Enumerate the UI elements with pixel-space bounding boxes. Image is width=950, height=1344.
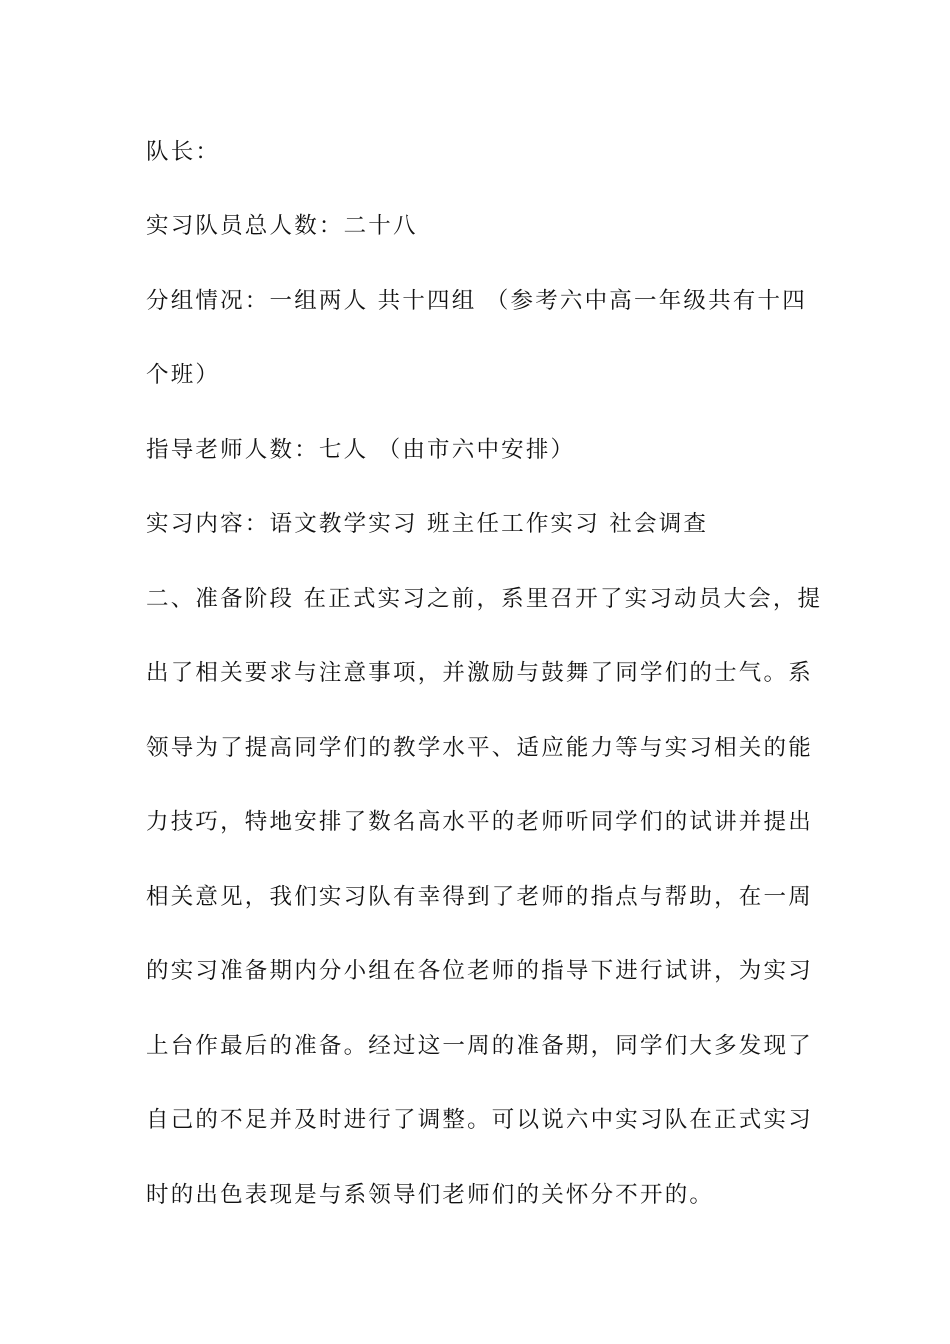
internship-content-line: 实习内容：语文教学实习 班主任工作实习 社会调查 [146, 511, 709, 537]
advisor-count-line: 指导老师人数：七人 （由市六中安排） [146, 437, 576, 463]
grouping-line: 分组情况：一组两人 共十四组 （参考六中高一年级共有十四 [146, 288, 807, 314]
paragraph-line: 二、准备阶段 在正式实习之前，系里召开了实习动员大会，提 [146, 586, 823, 612]
paragraph-line: 相关意见，我们实习队有幸得到了老师的指点与帮助，在一周 [146, 884, 813, 910]
paragraph-line: 时的出色表现是与系领导们老师们的关怀分不开的。 [146, 1182, 715, 1208]
captain-line: 队长： [146, 139, 221, 165]
paragraph-line: 自己的不足并及时进行了调整。可以说六中实习队在正式实习 [146, 1107, 813, 1133]
paragraph-line: 力技巧，特地安排了数名高水平的老师听同学们的试讲并提出 [146, 809, 813, 835]
paragraph-line: 的实习准备期内分小组在各位老师的指导下进行试讲，为实习 [146, 958, 813, 984]
grouping-line-continued: 个班） [146, 362, 221, 388]
paragraph-line: 领导为了提高同学们的教学水平、适应能力等与实习相关的能 [146, 735, 813, 761]
paragraph-line: 出了相关要求与注意事项，并激励与鼓舞了同学们的士气。系 [146, 660, 813, 686]
paragraph-line: 上台作最后的准备。经过这一周的准备期，同学们大多发现了 [146, 1033, 813, 1059]
total-members-line: 实习队员总人数：二十八 [146, 213, 418, 239]
